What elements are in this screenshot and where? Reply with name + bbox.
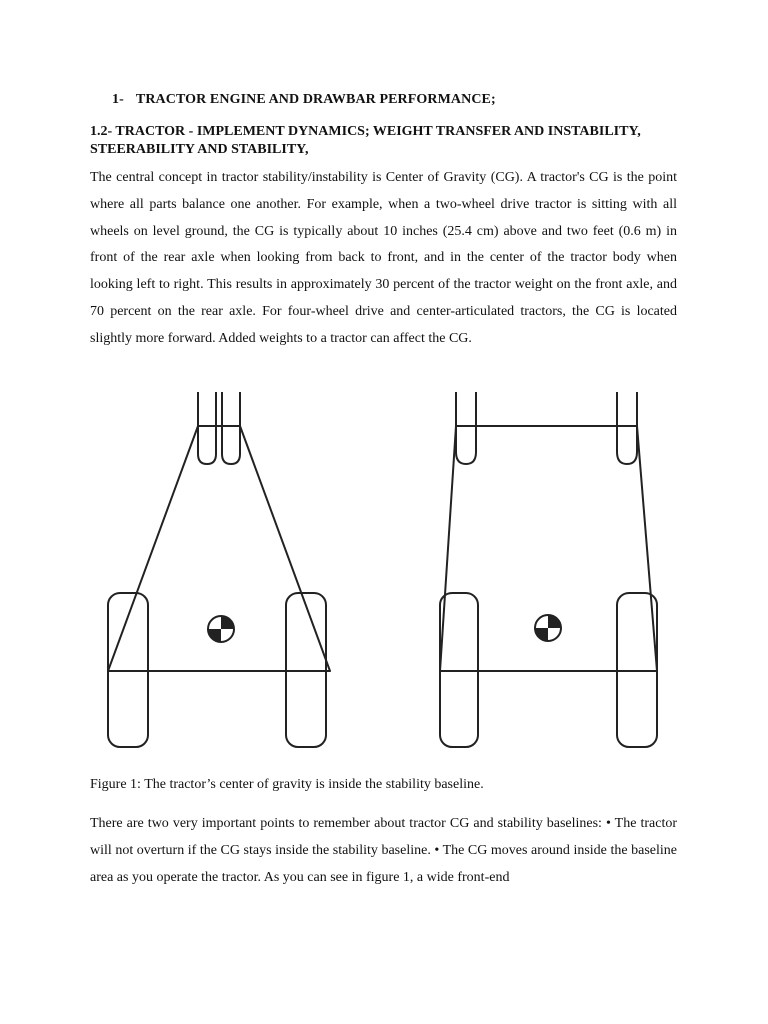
figure-caption: Figure 1: The tractor’s center of gravity is inside the stability baseline.	[90, 777, 484, 792]
paragraph-intro: The central concept in tractor stability/instability is Center of Gravity (CG). A tractor's CG is the point where all parts balance one another. For example, when a two-wheel drive tractor is sitting with all wheels on level ground, the CG is typically about 10 inches (25.4 cm) above and two feet (0.6 m) in front of the rear axle when looking from back to front, and in the center of the tractor body when looking left to right. This results in approximately 30 percent of the tractor weight on the front axle, and 70 percent on the rear axle. For four-wheel drive and center-articulated tractors, the CG is located slightly more forward. Added weights to a tractor can affect the CG.	[90, 170, 677, 346]
section-heading	[112, 92, 496, 108]
narrow-front-tractor-diagram	[108, 392, 330, 747]
right-front-wheel-left	[456, 392, 476, 464]
wide-front-tractor-diagram	[440, 392, 657, 747]
section-title: TRACTOR ENGINE AND DRAWBAR PERFORMANCE;	[135, 92, 496, 107]
section-number: 1-	[112, 92, 124, 107]
paragraph-cg-points: There are two very important points to remember about tractor CG and stability baselines: • The tractor will not overturn if the CG stays inside the stability baseline. • The CG moves around inside the baseline area as you operate the tractor. As you can see in figure 1, a wide front-end	[90, 816, 677, 885]
cg-symbol-right	[535, 615, 561, 641]
right-front-wheel-right	[617, 392, 637, 464]
subsection-heading: 1.2- TRACTOR - IMPLEMENT DYNAMICS; WEIGHT TRANSFER AND INSTABILITY, STEERABILITY AND STABILITY,	[90, 124, 641, 157]
tractor-stability-figure	[90, 390, 680, 758]
left-front-wheel-a	[198, 392, 216, 464]
left-front-wheel-b	[222, 392, 240, 464]
cg-symbol-left	[208, 616, 234, 642]
